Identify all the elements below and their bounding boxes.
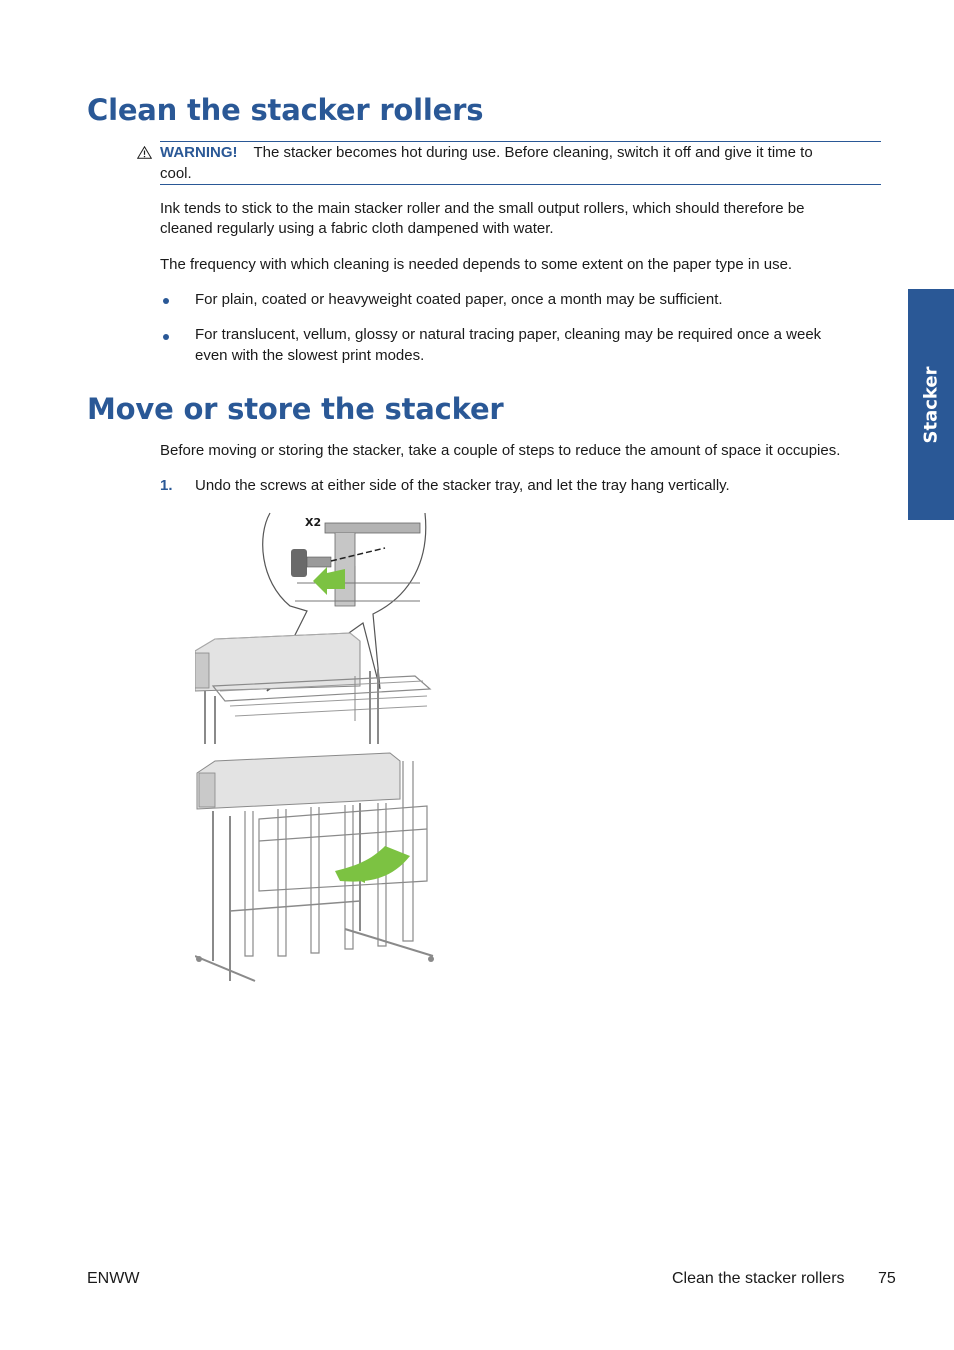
paragraph-frequency: The frequency with which cleaning is needed depends to some extent on the paper type in use. (160, 256, 793, 273)
warning-icon (137, 146, 152, 159)
bullet-item-2-line-1: For translucent, vellum, glossy or natural tracing paper, cleaning may be required once a week (195, 326, 822, 343)
paragraph-intro: Before moving or storing the stacker, take a couple of steps to reduce the amount of space it occupies. (160, 442, 841, 459)
section-title-clean: Clean the stacker rollers (87, 93, 484, 127)
page-number: 75 (878, 1270, 896, 1287)
callout-label: X2 (305, 516, 322, 529)
warning-label: WARNING! (160, 144, 238, 161)
bullet-item-2-line-2: even with the slowest print modes. (195, 347, 425, 364)
step-text: Undo the screws at either side of the stacker tray, and let the tray hang vertically. (195, 477, 730, 494)
paragraph-ink-line-1: Ink tends to stick to the main stacker roller and the small output rollers, which should therefore be (160, 200, 805, 217)
bullet-item-1: For plain, coated or heavyweight coated paper, once a month may be sufficient. (195, 291, 723, 308)
footer-title: Clean the stacker rollers (672, 1270, 845, 1287)
warning-box (160, 141, 881, 185)
section-title-move: Move or store the stacker (87, 392, 504, 426)
warning-line-1 (160, 143, 813, 163)
step-number: 1. (160, 477, 173, 494)
side-tab (908, 289, 954, 520)
warning-text-1: The stacker becomes hot during use. Before cleaning, switch it off and give it time to (253, 144, 813, 161)
warning-text-2: cool. (160, 165, 192, 182)
bullet-dot (163, 334, 169, 340)
stacker-tray-vertical (195, 753, 434, 981)
stacker-illustration (195, 511, 445, 983)
side-tab-label: Stacker (920, 366, 942, 443)
stacker-tray-horizontal (195, 633, 430, 744)
green-arrow-icon (335, 846, 410, 882)
paragraph-ink-line-2: cleaned regularly using a fabric cloth dampened with water. (160, 220, 554, 237)
footer-left: ENWW (87, 1270, 140, 1287)
bullet-dot (163, 298, 169, 304)
